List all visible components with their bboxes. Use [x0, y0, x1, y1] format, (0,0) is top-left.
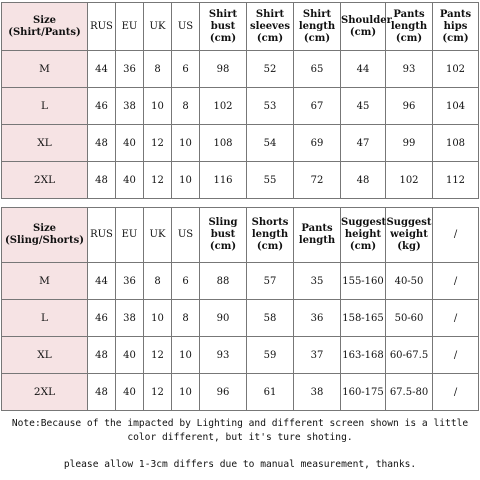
table-cell: 102 — [386, 162, 433, 199]
column-header: / — [433, 208, 479, 263]
table-cell: 50-60 — [386, 300, 433, 337]
table-cell: 108 — [200, 125, 247, 162]
column-header: EU — [116, 208, 144, 263]
table-cell: 96 — [386, 88, 433, 125]
size-label-cell: L — [2, 300, 88, 337]
table-row — [2, 374, 479, 411]
column-header: Pants hips (cm) — [433, 3, 479, 51]
table-cell: 48 — [88, 125, 116, 162]
table-cell: 104 — [433, 88, 479, 125]
column-header: UK — [144, 3, 172, 51]
column-header: Shoulder (cm) — [341, 3, 386, 51]
size-label-cell: XL — [2, 125, 88, 162]
table-cell: 88 — [200, 263, 247, 300]
table-cell: 60-67.5 — [386, 337, 433, 374]
table-cell: 35 — [294, 263, 341, 300]
table-cell: 99 — [386, 125, 433, 162]
table-cell: 10 — [172, 374, 200, 411]
table-cell: 40-50 — [386, 263, 433, 300]
table-cell: 67.5-80 — [386, 374, 433, 411]
column-header: Sling bust (cm) — [200, 208, 247, 263]
column-header: US — [172, 208, 200, 263]
table-cell: 6 — [172, 51, 200, 88]
table-cell: 8 — [144, 51, 172, 88]
table-cell: 53 — [247, 88, 294, 125]
table-cell: 44 — [88, 263, 116, 300]
header-row — [2, 3, 479, 51]
table-cell: 102 — [200, 88, 247, 125]
table-cell: 12 — [144, 125, 172, 162]
note-text: Note:Because of the impacted by Lighting and different screen shown is a little color different, but it's ture shoting. — [11, 418, 469, 443]
column-header: Pants length — [294, 208, 341, 263]
table-cell: 8 — [172, 88, 200, 125]
table-cell: 69 — [294, 125, 341, 162]
measurement-note: please allow 1-3cm differs due to manual measurement, thanks. — [63, 459, 417, 470]
table-row — [2, 300, 479, 337]
size-label-cell: M — [2, 51, 88, 88]
column-header: Shirt length (cm) — [294, 3, 341, 51]
table-cell: 48 — [88, 337, 116, 374]
table-cell: 93 — [386, 51, 433, 88]
table-cell: 96 — [200, 374, 247, 411]
table-cell: 52 — [247, 51, 294, 88]
table-cell: 6 — [172, 263, 200, 300]
table-cell: 108 — [433, 125, 479, 162]
table-cell: 38 — [294, 374, 341, 411]
table-cell: 44 — [341, 51, 386, 88]
table-cell: 48 — [88, 374, 116, 411]
table-cell: 163-168 — [341, 337, 386, 374]
table-cell: 36 — [116, 51, 144, 88]
table-cell: 58 — [247, 300, 294, 337]
table-cell: 40 — [116, 337, 144, 374]
table-cell: 67 — [294, 88, 341, 125]
table-cell: 160-175 — [341, 374, 386, 411]
table-cell: 10 — [172, 125, 200, 162]
table-cell: 102 — [433, 51, 479, 88]
table-cell: 37 — [294, 337, 341, 374]
table-row — [2, 263, 479, 300]
table-cell: 59 — [247, 337, 294, 374]
table-row — [2, 337, 479, 374]
table-row — [2, 125, 479, 162]
column-header: Suggest weight (kg) — [386, 208, 433, 263]
table-cell: / — [433, 300, 479, 337]
header-row — [2, 208, 479, 263]
column-header: Shorts length (cm) — [247, 208, 294, 263]
table-cell: 90 — [200, 300, 247, 337]
table-cell: 12 — [144, 374, 172, 411]
table-cell: 116 — [200, 162, 247, 199]
size-header-cell: Size (Sling/Shorts) — [2, 208, 88, 263]
table-cell: 61 — [247, 374, 294, 411]
size-table-sling-shorts — [1, 207, 479, 411]
table-row — [2, 162, 479, 199]
column-header: RUS — [88, 3, 116, 51]
size-label-cell: L — [2, 88, 88, 125]
table-cell: 12 — [144, 337, 172, 374]
table-cell: 112 — [433, 162, 479, 199]
table-cell: 38 — [116, 300, 144, 337]
table-cell: 48 — [88, 162, 116, 199]
column-header: US — [172, 3, 200, 51]
table-cell: 40 — [116, 125, 144, 162]
column-header: Shirt sleeves (cm) — [247, 3, 294, 51]
size-table-shirt-pants — [1, 2, 479, 199]
table-cell: 10 — [172, 162, 200, 199]
column-header: Shirt bust (cm) — [200, 3, 247, 51]
table-cell: 38 — [116, 88, 144, 125]
table-cell: 46 — [88, 88, 116, 125]
table-cell: 55 — [247, 162, 294, 199]
table-cell: 10 — [172, 337, 200, 374]
table-cell: 155-160 — [341, 263, 386, 300]
column-header: RUS — [88, 208, 116, 263]
table-cell: 72 — [294, 162, 341, 199]
table-cell: 36 — [116, 263, 144, 300]
table-cell: 65 — [294, 51, 341, 88]
size-header-cell: Size (Shirt/Pants) — [2, 3, 88, 51]
size-label-cell: 2XL — [2, 374, 88, 411]
column-header: Pants length (cm) — [386, 3, 433, 51]
table-cell: 54 — [247, 125, 294, 162]
table-cell: 8 — [144, 263, 172, 300]
table-cell: 10 — [144, 300, 172, 337]
table-cell: 158-165 — [341, 300, 386, 337]
table-cell: 44 — [88, 51, 116, 88]
size-label-cell: XL — [2, 337, 88, 374]
table-cell: 8 — [172, 300, 200, 337]
table-cell: 12 — [144, 162, 172, 199]
table-cell: / — [433, 374, 479, 411]
table-cell: / — [433, 337, 479, 374]
table-cell: 40 — [116, 374, 144, 411]
table-row — [2, 88, 479, 125]
table-cell: 40 — [116, 162, 144, 199]
table-cell: 93 — [200, 337, 247, 374]
table-row — [2, 51, 479, 88]
table-cell: 45 — [341, 88, 386, 125]
column-header: UK — [144, 208, 172, 263]
table-cell: 36 — [294, 300, 341, 337]
table-cell: 47 — [341, 125, 386, 162]
size-label-cell: M — [2, 263, 88, 300]
size-label-cell: 2XL — [2, 162, 88, 199]
table-cell: 10 — [144, 88, 172, 125]
column-header: Suggest height (cm) — [341, 208, 386, 263]
table-cell: 46 — [88, 300, 116, 337]
table-cell: 57 — [247, 263, 294, 300]
table-cell: 98 — [200, 51, 247, 88]
table-cell: 48 — [341, 162, 386, 199]
table-cell: / — [433, 263, 479, 300]
column-header: EU — [116, 3, 144, 51]
